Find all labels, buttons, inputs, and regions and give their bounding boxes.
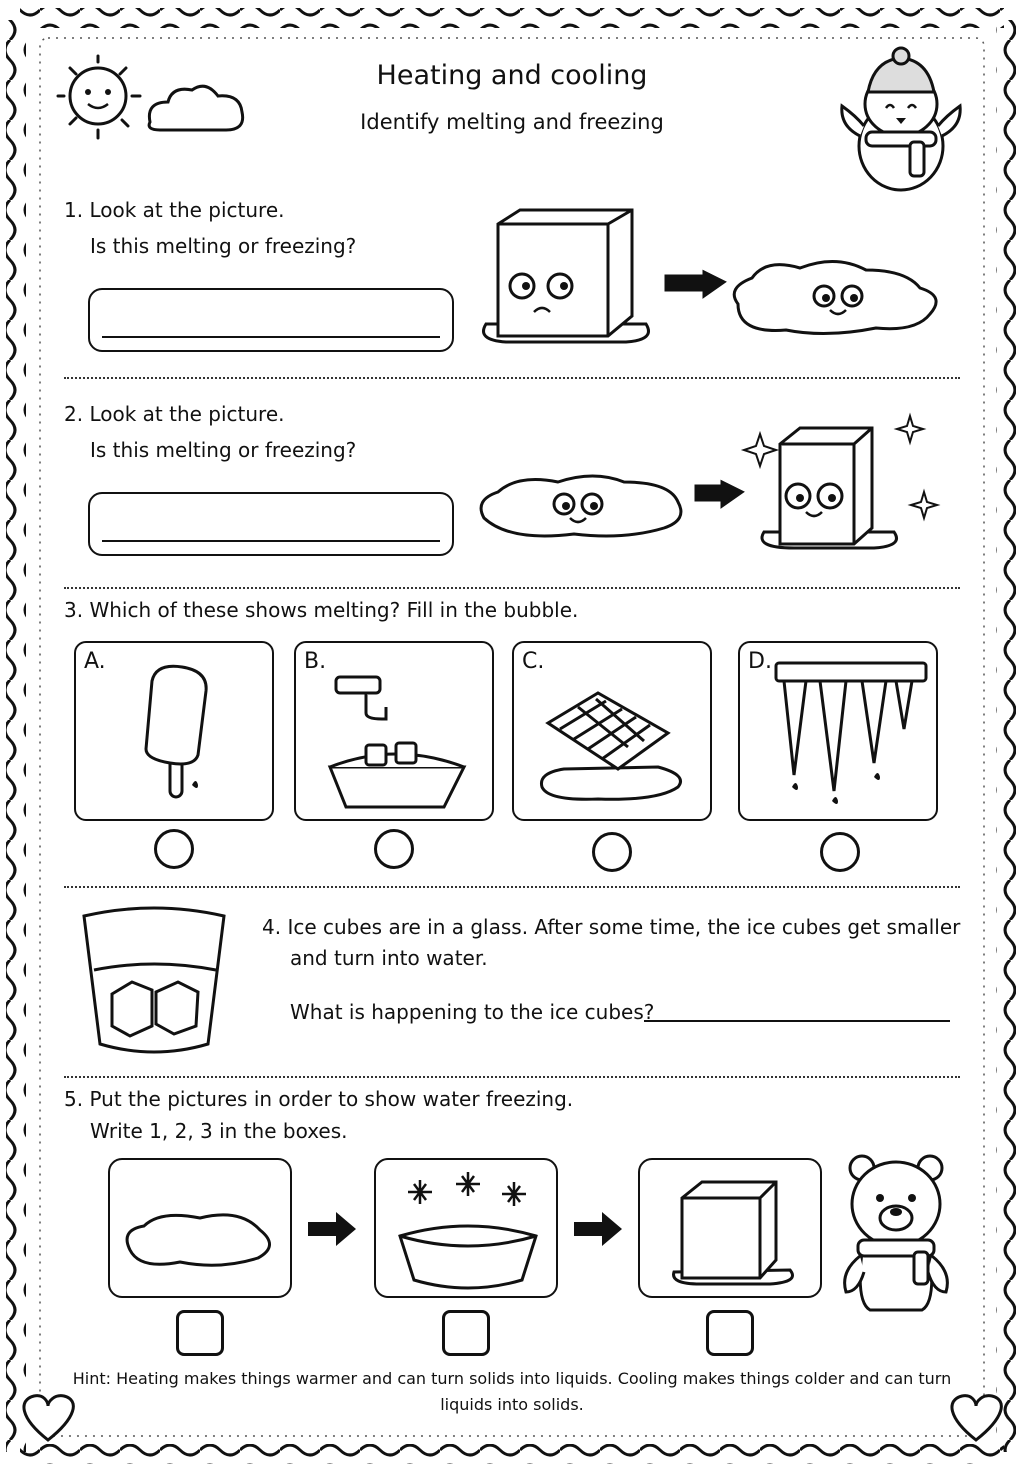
q4-answer-line[interactable] [644, 1020, 950, 1022]
hint-line2: liquids into solids. [440, 1395, 584, 1414]
option-a-card[interactable] [74, 641, 274, 821]
q5-text [64, 1083, 573, 1147]
q2-line2: Is this melting or freezing? [90, 438, 357, 462]
ice-tray-tap-icon [326, 657, 476, 807]
q4-text [262, 912, 962, 974]
page-title: Heating and cooling [376, 60, 648, 91]
heart-icon [24, 1396, 73, 1440]
option-d-card[interactable] [738, 641, 938, 821]
q1-melting-picture [476, 204, 956, 354]
q2-answer-field[interactable] [88, 492, 454, 556]
bowl-snowflakes-icon [390, 1170, 546, 1290]
order-number-box-3[interactable] [706, 1310, 754, 1356]
order-number-box-2[interactable] [442, 1310, 490, 1356]
section-divider [64, 886, 960, 888]
arrow-right-icon [574, 1212, 624, 1246]
arrow-right-icon [308, 1212, 358, 1246]
option-a-bubble[interactable] [154, 829, 194, 869]
glass-with-ice-icon [80, 906, 230, 1062]
option-b-bubble[interactable] [374, 829, 414, 869]
option-label: A. [84, 649, 106, 674]
q4-line1: 4. Ice cubes are in a glass. After some time, the ice cubes get smaller [262, 915, 961, 939]
q2-freezing-picture [474, 408, 954, 558]
option-c-bubble[interactable] [592, 832, 632, 872]
chocolate-icon [538, 683, 698, 813]
q5-line1: 5. Put the pictures in order to show water freezing. [64, 1087, 574, 1111]
order-number-box-1[interactable] [176, 1310, 224, 1356]
icicles-icon [770, 659, 930, 809]
q2-text [64, 396, 356, 468]
option-label: C. [522, 649, 545, 674]
popsicle-icon [126, 659, 226, 809]
hint-text [70, 1366, 954, 1418]
page-subtitle: Identify melting and freezing [360, 110, 664, 134]
hint-line1: Hint: Heating makes things warmer and can turn solids into liquids. Cooling makes things colder and can turn [72, 1369, 952, 1388]
order-picture-ice-cube[interactable] [638, 1158, 822, 1298]
order-picture-puddle[interactable] [108, 1158, 292, 1298]
section-divider [64, 377, 960, 379]
option-label: D. [748, 649, 772, 674]
polar-bear-icon [836, 1152, 956, 1316]
heart-icon [952, 1396, 1001, 1440]
ice-cube-icon [670, 1174, 800, 1286]
q2-line1: 2. Look at the picture. [64, 402, 285, 426]
puddle-icon [120, 1190, 280, 1280]
section-divider [64, 587, 960, 589]
section-divider [64, 1076, 960, 1078]
q1-line1: 1. Look at the picture. [64, 198, 285, 222]
q4-line2: and turn into water. [290, 946, 488, 970]
q1-answer-field[interactable] [88, 288, 454, 352]
option-d-bubble[interactable] [820, 832, 860, 872]
order-picture-cold-bowl[interactable] [374, 1158, 558, 1298]
option-c-card[interactable] [512, 641, 712, 821]
q1-line2: Is this melting or freezing? [90, 234, 357, 258]
q5-line2: Write 1, 2, 3 in the boxes. [90, 1119, 348, 1143]
q4-question: What is happening to the ice cubes? [290, 1000, 655, 1024]
q3-prompt: 3. Which of these shows melting? Fill in the bubble. [64, 598, 579, 622]
q1-text [64, 192, 356, 264]
option-label: B. [304, 649, 327, 674]
option-b-card[interactable] [294, 641, 494, 821]
